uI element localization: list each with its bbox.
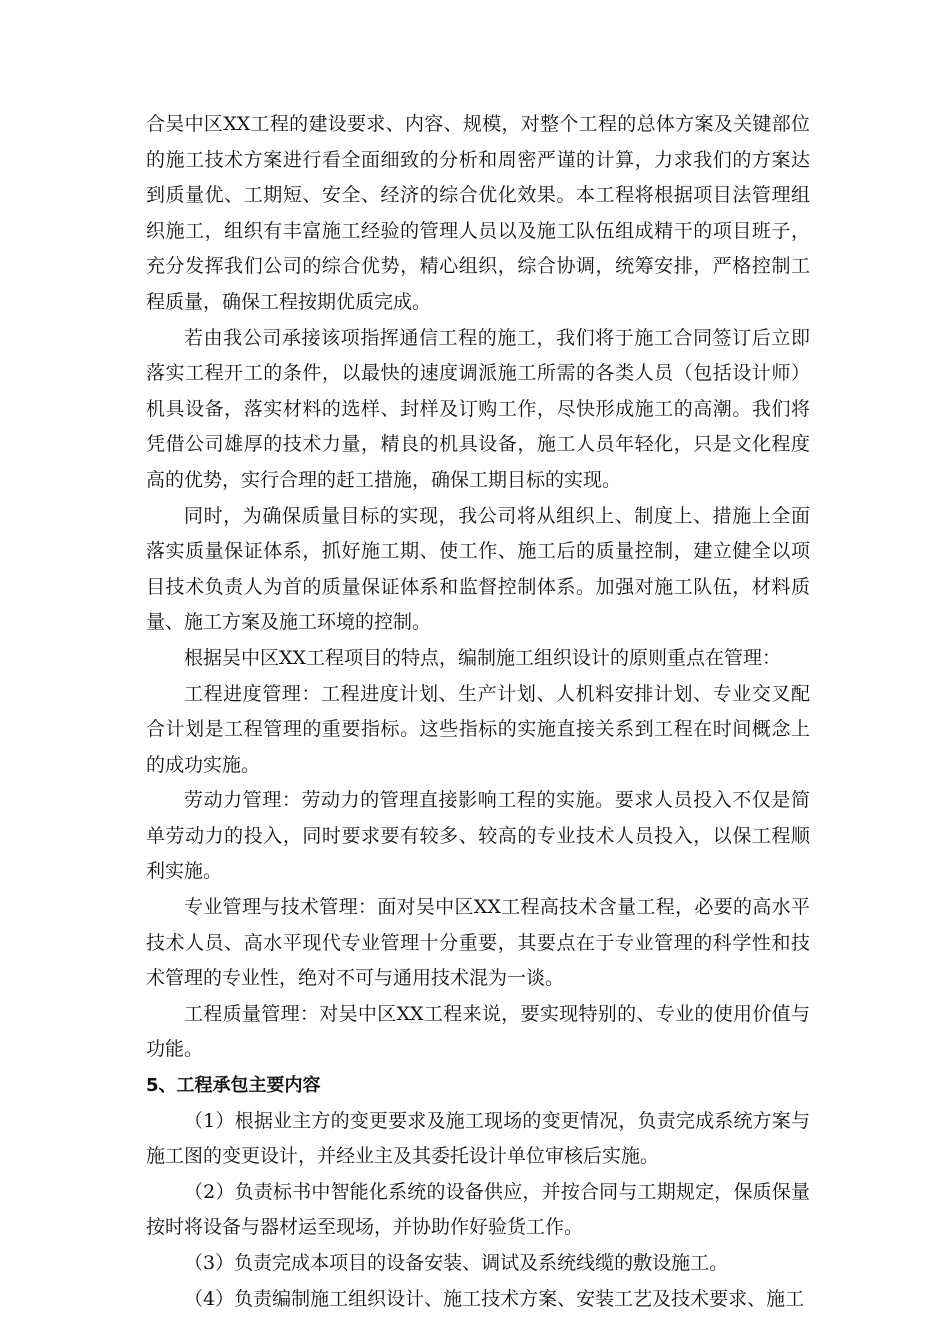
section-heading: 5、工程承包主要内容 [146,1075,321,1097]
list-item: （1）根据业主方的变更要求及施工现场的变更情况，负责完成系统方案与施工图的变更设计，并经业主及其委托设计单位审核后实施。 [146,1109,810,1168]
paragraph: 专业管理与技术管理：面对吴中区XX工程高技术含量工程，必要的高水平技术人员、高水平现代专业管理十分重要，其要点在于专业管理的科学性和技术管理的专业性，绝对不可与通用技术混为一谈。 [146,896,810,990]
paragraph: 劳动力管理：劳动力的管理直接影响工程的实施。要求人员投入不仅是简单劳动力的投入，同时要求要有较多、较高的专业技术人员投入，以保工程顺利实施。 [146,789,810,883]
paragraph: 工程质量管理：对吴中区XX工程来说，要实现特别的、专业的使用价值与功能。 [146,1002,810,1061]
paragraph: 若由我公司承接该项指挥通信工程的施工，我们将于施工合同签订后立即落实工程开工的条件，以最快的速度调派施工所需的各类人员（包括设计师）机具设备，落实材料的选样、封样及订购工作，尽快形成施工的高潮。我们将凭借公司雄厚的技术力量，精良的机具设备，施工人员年轻化，只是文化程度高的优势，实行合理的赶工措施，确保工期目标的实现。 [146,326,810,491]
list-item: （3）负责完成本项目的设备安装、调试及系统线缆的敷设施工。 [184,1252,729,1274]
paragraph: 工程进度管理：工程进度计划、生产计划、人机料安排计划、专业交叉配合计划是工程管理的重要指标。这些指标的实施直接关系到工程在时间概念上的成功实施。 [146,682,810,776]
paragraph-continued: 合吴中区XX工程的建设要求、内容、规模，对整个工程的总体方案及关键部位的施工技术方案进行看全面细致的分析和周密严谨的计算，力求我们的方案达到质量优、工期短、安全、经济的综合优化效果。本工程将根据项目法管理组织施工，组织有丰富施工经验的管理人员以及施工队伍组成精干的项目班子，充分发挥我们公司的综合优势，精心组织，综合协调，统筹安排，严格控制工程质量，确保工程按期优质完成。 [146,113,810,313]
paragraph: 根据吴中区XX工程项目的特点，编制施工组织设计的原则重点在管理： [184,646,782,669]
paragraph: 同时，为确保质量目标的实现，我公司将从组织上、制度上、措施上全面落实质量保证体系，抓好施工期、使工作、施工后的质量控制，建立健全以项目技术负责人为首的质量保证体系和监督控制体系。加强对施工队伍，材料质量、施工方案及施工环境的控制。 [146,504,810,634]
list-item: （4）负责编制施工组织设计、施工技术方案、安装工艺及技术要求、施工 [184,1287,805,1310]
list-item: （2）负责标书中智能化系统的设备供应，并按合同与工期规定，保质保量按时将设备与器材运至现场，并协助作好验货工作。 [146,1180,810,1239]
